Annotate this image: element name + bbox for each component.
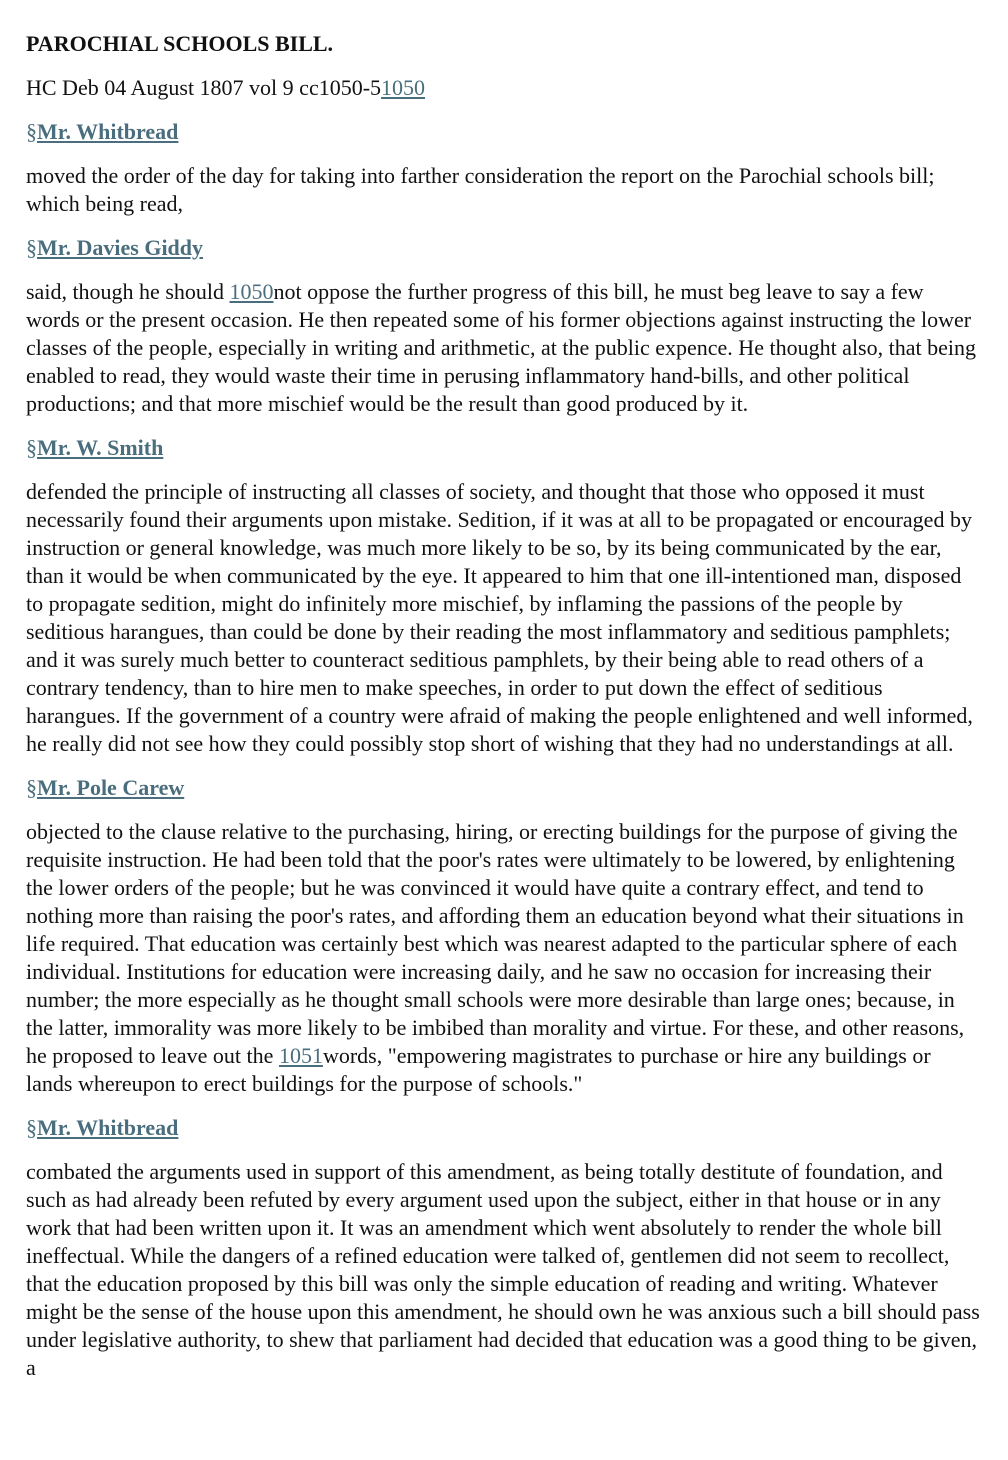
speaker-link-w-smith[interactable]: Mr. W. Smith	[37, 435, 164, 460]
section-mark: §	[26, 119, 37, 144]
speech-text: moved the order of the day for taking into farther consideration the report on the Parochial schools bill; which being read,	[26, 163, 935, 216]
speech-text: combated the arguments used in support of this amendment, as being totally destitute of foundation, and such as had already been refuted by every argument used upon the subject, either in that house or in any work that had been written upon it. It was an amendment which went absolutely to render the whole bill ineffectual. While the dangers of a refined education were talked of, gentlemen did not seem to recollect, that the education proposed by this bill was only the simple education of reading and writing. Whatever might be the sense of the house upon this amendment, he should own he was anxious such a bill should pass under legislative authority, to shew that parliament had decided that education was a good thing to be given, a	[26, 1159, 980, 1380]
page-title: PAROCHIAL SCHOOLS BILL.	[26, 31, 334, 56]
speaker-link-pole-carew[interactable]: Mr. Pole Carew	[37, 775, 185, 800]
section-mark: §	[26, 435, 37, 460]
speaker-link-whitbread[interactable]: Mr. Whitbread	[37, 1115, 179, 1140]
speech-paragraph	[26, 1158, 982, 1382]
section-mark: §	[26, 235, 37, 260]
speaker-heading	[26, 1114, 982, 1142]
speech-paragraph	[26, 818, 982, 1098]
column-link-1050[interactable]: 1050	[381, 75, 426, 100]
speaker-heading	[26, 434, 982, 462]
speech-text: said, though he should	[26, 279, 230, 304]
speech-text: objected to the clause relative to the purchasing, hiring, or erecting buildings for the purpose of giving the requisite instruction. He had been told that the poor's rates were ultimately to be lowered, by enlightening the lower orders of the people; but he was convinced it would have quite a contrary effect, and tend to nothing more than raising the poor's rates, and affording them an education beyond what their situations in life required. That education was certainly best which was nearest adapted to the particular sphere of each individual. Institutions for education were increasing daily, and he saw no occasion for increasing their number; the more especially as he thought small schools were more desirable than large ones; because, in the latter, immorality was more likely to be imbibed than morality and virtue. For these, and other reasons, he proposed to leave out the	[26, 819, 965, 1068]
column-link-1051[interactable]: 1051	[278, 1043, 323, 1068]
speaker-heading	[26, 234, 982, 262]
speech-paragraph	[26, 278, 982, 418]
column-link-1050[interactable]: 1050	[229, 279, 274, 304]
section-mark: §	[26, 775, 37, 800]
speech-text: not oppose the further progress of this bill, he must beg leave to say a few words or the present occasion. He then repeated some of his former objections against instructing the lower classes of the people, especially in writing and arithmetic, at the public expence. He thought also, that being enabled to read, they would waste their time in perusing inflammatory hand-bills, and other political productions; and that more mischief would be the result than good produced by it.	[26, 279, 976, 416]
speaker-heading	[26, 118, 982, 146]
speech-paragraph	[26, 162, 982, 218]
speech-paragraph	[26, 478, 982, 758]
section-mark: §	[26, 1115, 37, 1140]
speaker-link-whitbread[interactable]: Mr. Whitbread	[37, 119, 179, 144]
speech-text: words, "empowering magistrates to purchase or hire any buildings or lands whereupon to erect buildings for the purpose of schools."	[26, 1043, 931, 1096]
speaker-heading	[26, 774, 982, 802]
speaker-link-davies-giddy[interactable]: Mr. Davies Giddy	[37, 235, 204, 260]
speech-text: defended the principle of instructing all classes of society, and thought that those who opposed it must necessarily found their arguments upon mistake. Sedition, if it was at all to be propagated or encouraged by instruction or general knowledge, was much more likely to be so, by its being communicated by the ear, than it would be when communicated by the eye. It appeared to him that one ill-intentioned man, disposed to propagate sedition, might do infinitely more mischief, by inflaming the passions of the people by seditious harangues, than could be done by their reading the most inflammatory and seditious pamphlets; and it was surely much better to counteract seditious pamphlets, by their being able to read others of a contrary tendency, than to hire men to make speeches, in order to put down the effect of seditious harangues. If the government of a country were afraid of making the people enlightened and well informed, he really did not see how they could possibly stop short of wishing that they had no understandings at all.	[26, 479, 973, 756]
debate-reference	[26, 74, 982, 102]
debate-reference-text: HC Deb 04 August 1807 vol 9 cc1050-5	[26, 75, 382, 100]
